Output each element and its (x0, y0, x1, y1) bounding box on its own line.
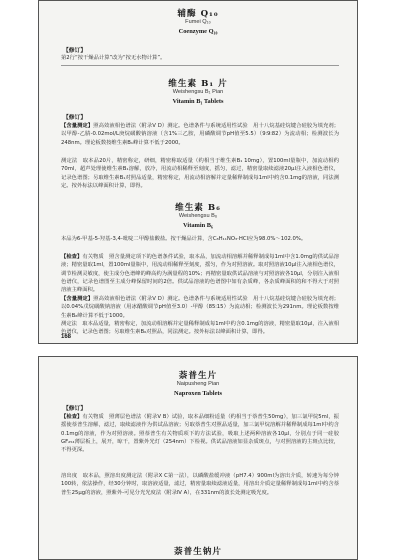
monograph-pinyin-vitb1-tablets: Weishengsu B₁ Pian (172, 89, 224, 95)
section-lead: 【含量测定】 (61, 296, 94, 302)
scanned-page-bottom (38, 356, 358, 560)
related-substances-text: 有关物质 照含量测定项下的色谱条件试验，取本品，加流动相溶解并稀释制成每1ml中含1.0mg的供试品溶液；精密量取1ml，置100ml量瓶中，用流动相稀释至刻度，摇匀，作为对照溶液。取对照溶液10μl注入液相色谱仪，调节检测灵敏度，使主成分色谱峰的峰高约为满量程的10%；再精密量取供试品溶液与对照溶液各10μl，分别注入液相色谱仪，记录色谱图至主成分峰保留时间的2倍。供试品溶液的色谱图中如有杂质峰，各杂质峰面积的和不得大于对照溶液主峰面积。 (61, 254, 339, 294)
procedure-paragraph: 测定法 取本品20片，精密称定，研细，精密称取适量（约相当于维生素B₁ 10mg），置100ml量瓶中，加流动相约70ml，超声处理使维生素B₁溶解，放冷，用流动相稀释至刻度，摇匀，滤过，精密量取续滤液20μl注入液相色谱仪，记录色谱图；另取维生素B₁对照品适量，精密称定，用流动相溶解并定量稀释制成每1ml中约含0.1mg的溶液，同法测定。按外标法以峰面积计算，即得。 (61, 158, 339, 189)
scanned-page-top (38, 0, 358, 344)
monograph-pinyin-coenzyme: Fumei Q₁₀ (185, 19, 211, 25)
related-substances-paragraph (61, 413, 339, 454)
monograph-english-vitb1-tablets: Vitamin B₁ Tablets (172, 98, 224, 105)
assay-text: 照高效液相色谱法（附录Ⅴ D）测定。色谱条件与系统适用性试验 用十八烷基硅烷键合硅胶为填充剂；以0.04%戊烷磺酸钠溶液（用冰醋酸调节pH值至3.0）-甲醇（85∶15）为流动相；检测波长为291nm。理论板数按维生素B₆峰计算不低于1000。 (61, 296, 339, 319)
monograph-english-coenzyme: Coenzyme Q₁₀ (178, 28, 218, 35)
revision-label: 【修订】 (63, 406, 87, 412)
page-number: 168 (61, 334, 72, 340)
monograph-pinyin-naproxen-tablets: Naipusheng Pian (176, 381, 220, 387)
divider (61, 65, 339, 66)
monograph-english-vitb6: Vitamin B₆ (183, 222, 213, 229)
dissolution-paragraph: 溶出度 取本品，照溶出度测定法（附录Ⅹ C第一法），以磷酸盐缓冲液（pH7.4）900ml为溶出介质，转速为每分钟100转，依法操作，经30分钟时，取溶液适量，滤过，精密量取续滤液适量，用溶出介质定量稀释制成每1ml中约含萘普生25μg的溶液，照紫外-可见分光光度法（附录Ⅳ A），在331nm的波长处测定吸光度。 (61, 473, 339, 496)
related-substances-text: 有关物质 照薄层色谱法（附录Ⅴ B）试验，取本品细粉适量（约相当于萘普生50mg），加三氯甲烷5ml，振摇使萘普生溶解，滤过，取续滤液作为供试品溶液；另取萘普生对照品适量，加三氯甲烷溶解并稀释制成每1ml中约含0.1mg的溶液，作为对照溶液。照萘普生有关物质项下的方法试验，吸取上述两种溶液各10μl，分别点于同一硅胶GF₂₅₄薄层板上，展开，晾干，置紫外光灯（254nm）下检视。供试品溶液如显杂质斑点，与对照溶液的主斑点比较，不得更深。 (61, 414, 339, 454)
monograph-title-naproxen-sodium-tablets: 萘普生钠片 (174, 547, 222, 557)
section-lead: 【检查】 (61, 254, 83, 260)
monograph-pinyin-vitb6: Weishengsu B₆ (178, 213, 218, 219)
revision-label: 【修订】 (63, 48, 87, 54)
assay-text: 照高效液相色谱法（附录Ⅴ D）测定。色谱条件与系统适用性试验 用十八烷基硅烷键合硅胶为填充剂；以甲醇-乙腈-0.02mol/L庚烷磺酸钠溶液（含1%三乙胺，用磷酸调节pH值至5.5）（9∶9∶82）为流动相；检测波长为248nm。理论板数按维生素B₁峰计算不低于2000。 (61, 123, 339, 146)
assay-paragraph (61, 295, 339, 320)
monograph-title-coenzyme: 辅酶 Q₁₀ (177, 9, 219, 19)
procedure-paragraph: 测定法 取本品适量，精密称定，加流动相溶解并定量稀释制成每1ml中约含0.1mg的溶液，精密量取10μl，注入液相色谱仪，记录色谱图；另取维生素B₆对照品，同法测定。按外标法以峰面积计算，即得。 (61, 321, 339, 336)
revision-label: 【修订】 (63, 115, 87, 121)
monograph-title-naproxen-tablets: 萘普生片 (178, 371, 218, 381)
revision-text: 第2行“按干燥品计算”改为“按无水物计算”。 (61, 55, 166, 61)
definition-paragraph: 本品为6-甲基-5-羟基-3,4-吡啶二甲醇盐酸盐。按干燥品计算，含C₈H₁₁NO₃·HCl应为98.0%～102.0%。 (61, 236, 307, 242)
section-lead: 【检查】 (61, 414, 83, 420)
monograph-title-vitb6: 维生素 B₆ (175, 203, 221, 213)
related-substances-paragraph (61, 253, 339, 294)
page-gap (0, 346, 400, 354)
section-lead: 【含量测定】 (61, 123, 94, 129)
assay-paragraph (61, 122, 339, 147)
monograph-title-vitb1-tablets: 维生素 B₁ 片 (168, 79, 228, 89)
monograph-english-naproxen-tablets: Naproxen Tablets (173, 390, 222, 397)
